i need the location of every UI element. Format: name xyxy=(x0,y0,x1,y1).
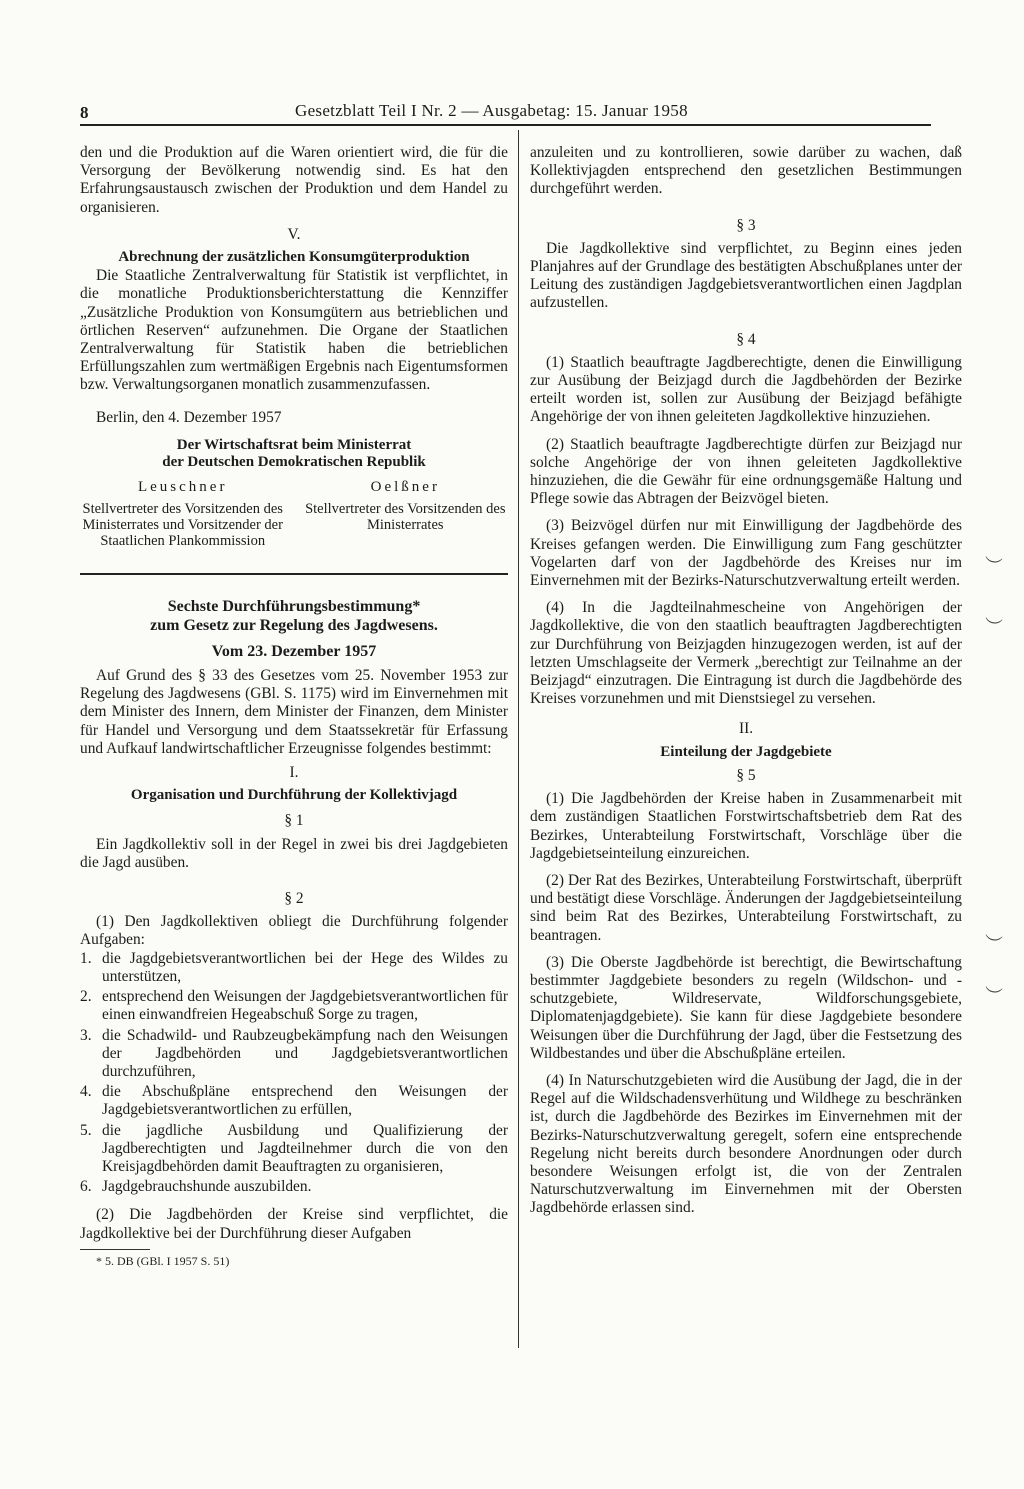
page-number: 8 xyxy=(80,103,89,122)
list-item-text: die jagdliche Ausbildung und Qualifizierung der Jagdberechtigten und Jagdteilnehmer durch die von den Kreisjagdbehörden damit Beauftragten zu organisieren, xyxy=(102,1121,508,1175)
paragraph-text: (3) Die Oberste Jagdbehörde ist berechtigt, die Bewirtschaftung bestimmter Jagdgebiete besonders zu regeln (Wildschon- und -schutzgebiete, Wildreservate, Wildforschungsgebiete, Diplomatenjagdgebiete). Sie kann für diese Jagdgebiete besondere Weisungen über die Durchführung der Jagd, über die Festsetzung des Wildbestandes und über die Abschußpläne erteilen. xyxy=(530,953,962,1062)
decree-title-line: zum Gesetz zur Regelung des Jagdwesens. xyxy=(150,616,438,634)
list-item-text: Jagdgebrauchshunde auszubilden. xyxy=(102,1178,312,1196)
signer xyxy=(80,479,285,549)
paragraph-text: (3) Beizvögel dürfen nur mit Einwilligung der Jagdbehörde des Kreises gefangen werden. Die Einwilligung zum Fang geschützter Vogelarten darf von der Jagdbehörde des Kreises nur im Einvernehmen mit der Bezirks-Naturschutzverwaltung erteilt werden. xyxy=(530,517,962,590)
footnote-rule xyxy=(80,1249,150,1250)
list-item-number: 5. xyxy=(80,1121,92,1139)
left-column xyxy=(80,144,508,1268)
list-item-text: die Jagdgebietsverantwortlichen bei der Hege des Wildes zu unterstützen, xyxy=(102,949,508,985)
section-title: Abrechnung der zusätzlichen Konsumgüterproduktion xyxy=(118,249,470,266)
margin-mark-icon: ︶ xyxy=(982,554,1004,578)
paragraph-text: (2) Der Rat des Bezirkes, Unterabteilung Forstwirtschaft, überprüft und bestätigt diese Vorschläge. Änderungen der Jagdgebietseinteilung sind beim Rat des Bezirkes, Unterabteilung Forstwirtschaft, zu beantragen. xyxy=(530,871,962,944)
list-item-text: entsprechend den Weisungen der Jagdgebietsverantwortlichen für einen einwandfreien Hegeabschuß Sorge zu tragen, xyxy=(102,988,508,1024)
signatures xyxy=(80,479,508,549)
issuing-body-line: Der Wirtschaftsrat beim Ministerrat xyxy=(176,436,412,453)
column-divider xyxy=(518,130,519,1348)
continuation-paragraph: anzuleiten und zu kontrollieren, sowie darüber zu wachen, daß Kollektivjagden entsprechend den gesetzlichen Bestimmungen durchgeführt werden. xyxy=(530,144,962,198)
paragraph-sign: § 3 xyxy=(736,216,756,234)
header-rule xyxy=(80,124,931,126)
list-item-number: 3. xyxy=(80,1026,92,1044)
list-item-text: die Abschußpläne entsprechend den Weisungen der Jagdgebietsverantwortlichen zu erfüllen, xyxy=(102,1083,508,1119)
paragraph-sign: § 4 xyxy=(736,330,756,348)
list-item-number: 6. xyxy=(80,1178,92,1196)
paragraph-text: (1) Staatlich beauftragte Jagdberechtigte, denen die Einwilligung zur Ausübung der Beizjagd durch die Jagdbehörden der Bezirke erteilt worden ist, sollen zur Ausübung der Beizjagd befähigte Angehörige der von ihnen geleiteten Jagdkollektive hinzuziehen. xyxy=(530,353,962,426)
paragraph-text: (4) In Naturschutzgebieten wird die Ausübung der Jagd, die in der Regel auf die Wildschadensverhütung und Wildhege zu beschränken ist, durch die Jagdbehörde des Bezirkes im Einvernehmen mit der Bezirks-Naturschutzverwaltung geregelt, sofern eine entsprechende Regelung nicht bereits durch besondere Anordnungen oder durch besondere Weisungen erfolgt ist, die von der Zentralen Naturschutzverwaltung im Einvernehmen mit der Obersten Jagdbehörde erlassen sind. xyxy=(530,1071,962,1217)
paragraph-text: (4) In die Jagdteilnahmescheine von Angehörigen der Jagdkollektive, die von den staatlich beauftragten Jagdberechtigten zur Durchführung von Beizjagden hinzugezogen werden, ist auf der letzten Umschlagseite der Vermerk „berechtigt zur Teilnahme an der Beizjagd“ einzutragen. Die Eintragung ist durch die Jagdbehörde des Kreises vorzunehmen und mit Dienstsiegel zu versehen. xyxy=(530,599,962,708)
place-date: Berlin, den 4. Dezember 1957 xyxy=(96,408,282,426)
paragraph-text: (1) Den Jagdkollektiven obliegt die Durchführung folgender Aufgaben: xyxy=(80,913,508,949)
signer-role: Stellvertreter des Vorsitzenden des Ministerrates xyxy=(305,500,506,533)
section-title: Einteilung der Jagdgebiete xyxy=(660,743,832,760)
section-number: II. xyxy=(738,720,754,738)
list-item xyxy=(80,1122,508,1177)
task-list xyxy=(80,950,508,1197)
paragraph-text: (2) Staatlich beauftragte Jagdberechtigte dürfen zur Beizjagd nur solche Angehörige der von ihnen geleiteten Jagdkollektive hinzuziehen, die die Gewähr für eine ordnungsgemäße Haltung und Pflege sowie das Abtragen der Beizvögel bieten. xyxy=(530,435,962,508)
continuation-paragraph: den und die Produktion auf die Waren orientiert wird, die für die Versorgung der Bevölkerung notwendig sind. Es hat den Erfahrungsaustausch zwischen der Produktion und dem Handel zu organisieren. xyxy=(80,144,508,216)
section-title: Organisation und Durchführung der Kollektivjagd xyxy=(130,787,458,804)
list-item-text: die Schadwild- und Raubzeugbekämpfung nach den Weisungen der Jagdbehörden und Jagdgebietsverantwortlichen durchzuführen, xyxy=(102,1026,508,1080)
decree-date: Vom 23. Dezember 1957 xyxy=(211,642,377,660)
paragraph-sign: § 2 xyxy=(284,890,304,908)
issuing-body-line: der Deutschen Demokratischen Republik xyxy=(162,453,426,470)
paragraph-sign: § 5 xyxy=(736,766,756,784)
signer-role: Stellvertreter des Vorsitzenden des Ministerrates und Vorsitzender der Staatlichen Plankommission xyxy=(82,500,283,549)
list-item-number: 2. xyxy=(80,988,92,1006)
issuing-body xyxy=(80,437,508,471)
paragraph-text: Die Jagdkollektive sind verpflichtet, zu Beginn eines jeden Planjahres auf der Grundlage des bestätigten Abschußplanes unter der Leitung des zuständigen Jagdgebietsverantwortlichen einen Jagdplan aufzustellen. xyxy=(530,239,962,312)
right-column xyxy=(530,144,962,1218)
paragraph-sign: § 1 xyxy=(284,812,304,830)
margin-mark-icon: ︶ xyxy=(982,932,1004,956)
preamble: Auf Grund des § 33 des Gesetzes vom 25. November 1953 zur Regelung des Jagdwesens (GBl. S. 1175) wird im Einvernehmen mit dem Minister des Innern, dem Minister der Finanzen, dem Minister für Handel und Versorgung und dem Staatssekretär für Erfassung und Aufkauf landwirtschaftlicher Erzeugnisse folgendes bestimmt: xyxy=(80,667,508,757)
paragraph-text: (1) Die Jagdbehörden der Kreise haben in Zusammenarbeit mit dem zuständigen Staatlichen Forstwirtschaftsbetrieb dem Rat des Bezirkes, Unterabteilung Forstwirtschaft, Vorschläge über die Jagdgebietseinteilung einzureichen. xyxy=(530,790,962,862)
list-item-number: 4. xyxy=(80,1083,92,1101)
running-head: Gesetzblatt Teil I Nr. 2 — Ausgabetag: 15. Januar 1958 xyxy=(295,101,688,120)
paragraph-text: Ein Jagdkollektiv soll in der Regel in zwei bis drei Jagdgebieten die Jagd ausüben. xyxy=(80,835,508,871)
list-item xyxy=(80,1083,508,1119)
margin-mark-icon: ︶ xyxy=(982,615,1004,639)
section-number: V. xyxy=(287,225,301,243)
decree-title-line: Sechste Durchführungsbestimmung* xyxy=(167,597,421,615)
decree-title xyxy=(80,597,508,635)
list-item-number: 1. xyxy=(80,949,92,967)
signer-name: Oelßner xyxy=(370,478,440,495)
list-item xyxy=(80,950,508,986)
paragraph-text: (2) Die Jagdbehörden der Kreise sind verpflichtet, die Jagdkollektive bei der Durchführung dieser Aufgaben xyxy=(80,1206,508,1242)
list-item xyxy=(80,1178,508,1196)
signer xyxy=(303,479,508,549)
section-text: Die Staatliche Zentralverwaltung für Statistik ist verpflichtet, in die monatliche Produktionsberichterstattung die Kennziffer „Zusätzliche Produktion von Konsumgütern aus betrieblichen und örtlichen Reserven“ aufzunehmen. Die Organe der Staatlichen Zentralverwaltung für Statistik haben die betrieblichen Erfüllungszahlen zum wertmäßigen Ergebnis nach Eigentumsformen bzw. Verwaltungsorganen monatlich zusammenzufassen. xyxy=(80,267,508,394)
footnote: * 5. DB (GBl. I 1957 S. 51) xyxy=(96,1253,230,1268)
list-item xyxy=(80,988,508,1024)
margin-mark-icon: ︶ xyxy=(982,984,1004,1008)
list-item xyxy=(80,1027,508,1082)
signer-name: Leuschner xyxy=(137,478,228,495)
block-separator xyxy=(80,573,508,575)
section-number: I. xyxy=(289,764,299,782)
